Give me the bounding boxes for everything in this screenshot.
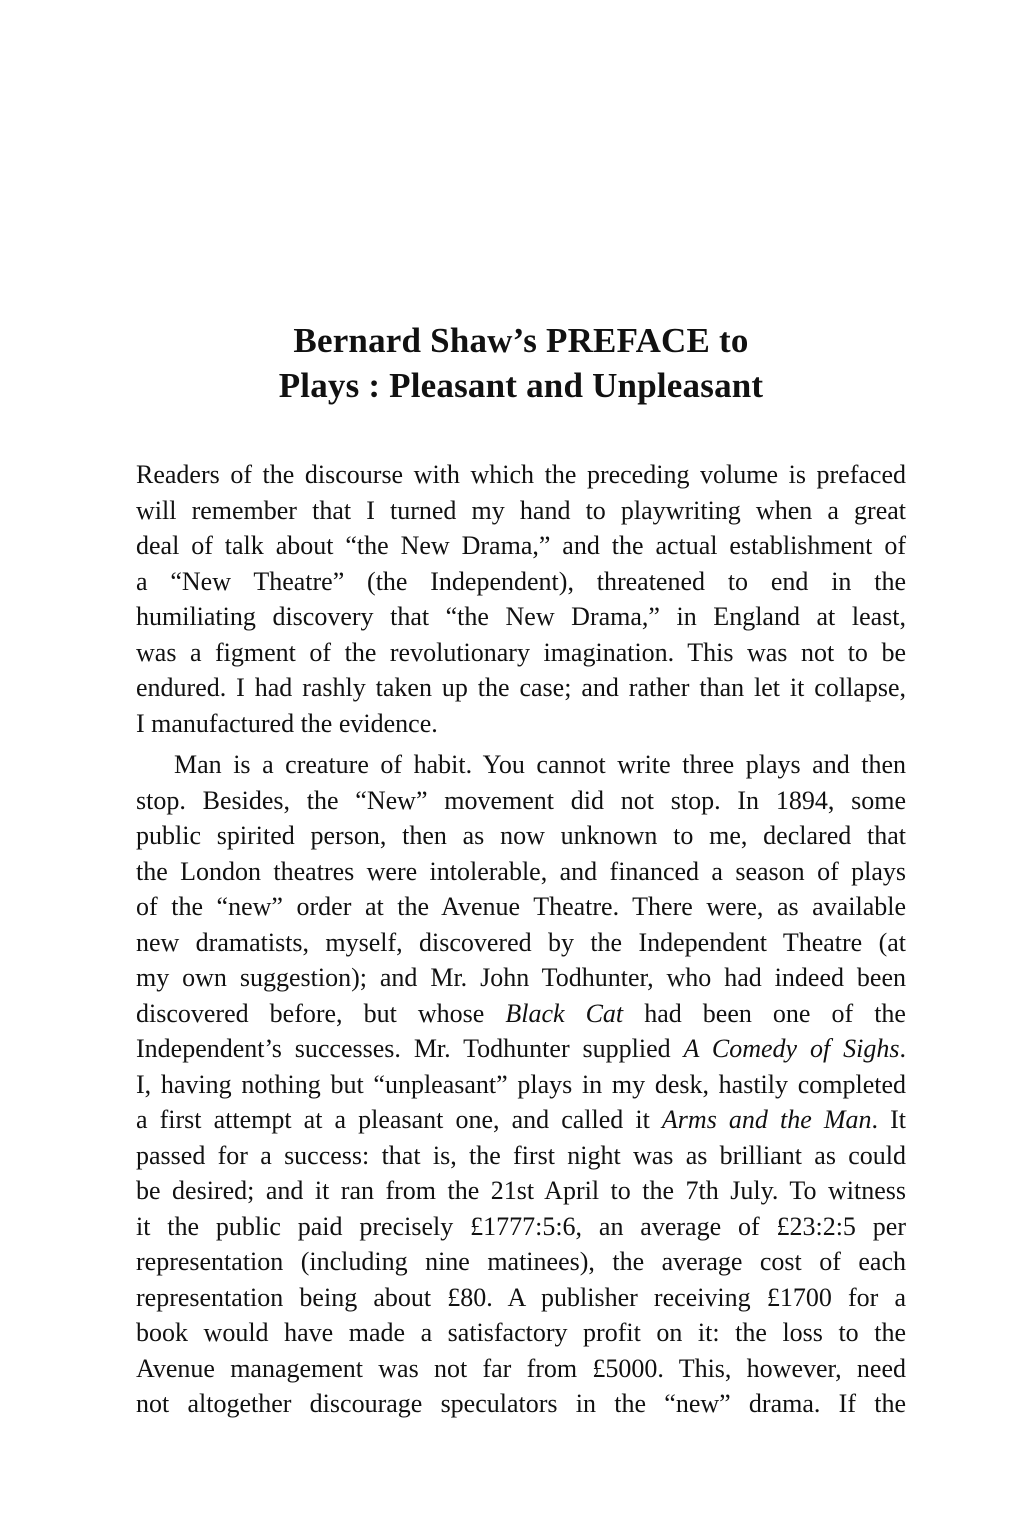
text-segment: .	[899, 1034, 906, 1063]
title-black-cat: Black Cat	[505, 998, 624, 1028]
text-line: humiliating discovery that “the New Drama,” in England at least,	[136, 602, 906, 631]
text-line: deal of talk about “the New Drama,” and the actual establishment of	[136, 531, 906, 560]
title-line-2: Plays : Pleasant and Unpleasant	[278, 366, 764, 405]
text-line: Readers of the discourse with which the preceding volume is prefaced	[136, 460, 906, 489]
text-segment: Independent’s successes. Mr. Todhunter supplied	[136, 1034, 684, 1063]
paragraph-2	[136, 747, 906, 1422]
text-line: Man is a creature of habit. You cannot write three plays and then	[174, 750, 906, 779]
text-line	[136, 1031, 906, 1067]
text-line: book would have made a satisfactory profit on it: the loss to the	[136, 1318, 906, 1347]
text-line: passed for a success: that is, the first night was as brilliant as could	[136, 1140, 906, 1170]
page-content	[136, 318, 906, 1422]
text-line	[136, 1102, 906, 1138]
title-arms-and-the-man: Arms and the Man	[661, 1105, 872, 1134]
text-segment: had been one of the	[623, 998, 906, 1028]
text-line: not altogether discourage speculators in the “new” drama. If the	[136, 1389, 906, 1418]
text-line: representation being about £80. A publisher receiving £1700 for a	[136, 1282, 906, 1312]
text-segment: discovered before, but whose	[136, 998, 506, 1028]
text-line: I, having nothing but “unpleasant” plays in my desk, hastily completed	[136, 1069, 906, 1099]
text-line: was a figment of the revolutionary imagination. This was not to be	[136, 637, 906, 667]
text-line: public spirited person, then as now unknown to me, declared that	[136, 821, 906, 850]
text-line: the London theatres were intolerable, and financed a season of plays	[136, 856, 906, 886]
text-segment: . It	[871, 1105, 907, 1134]
text-line: endured. I had rashly taken up the case; and rather than let it collapse,	[136, 673, 906, 702]
text-line: be desired; and it ran from the 21st April to the 7th July. To witness	[136, 1176, 906, 1205]
page-title	[136, 318, 906, 408]
text-line: stop. Besides, the “New” movement did not stop. In 1894, some	[136, 785, 906, 815]
title-line-1: Bernard Shaw’s PREFACE to	[293, 321, 749, 360]
text-line	[136, 996, 906, 1032]
text-line: I manufactured the evidence.	[136, 708, 438, 738]
text-line: representation (including nine matinees), the average cost of each	[136, 1247, 906, 1276]
text-line: my own suggestion); and Mr. John Todhunter, who had indeed been	[136, 963, 906, 992]
text-segment: a first attempt at a pleasant one, and called it	[136, 1105, 662, 1134]
text-line: it the public paid precisely £1777:5:6, an average of £23:2:5 per	[136, 1211, 906, 1241]
text-line: Avenue management was not far from £5000. This, however, need	[136, 1353, 906, 1383]
text-line: of the “new” order at the Avenue Theatre. There were, as available	[136, 892, 906, 921]
text-line: will remember that I turned my hand to playwriting when a great	[136, 495, 906, 525]
text-line: new dramatists, myself, discovered by the Independent Theatre (at	[136, 927, 906, 957]
title-a-comedy-of-sighs: A Comedy of Sighs	[683, 1034, 900, 1063]
text-line: a “New Theatre” (the Independent), threatened to end in the	[136, 566, 906, 596]
paragraph-1	[136, 457, 906, 741]
